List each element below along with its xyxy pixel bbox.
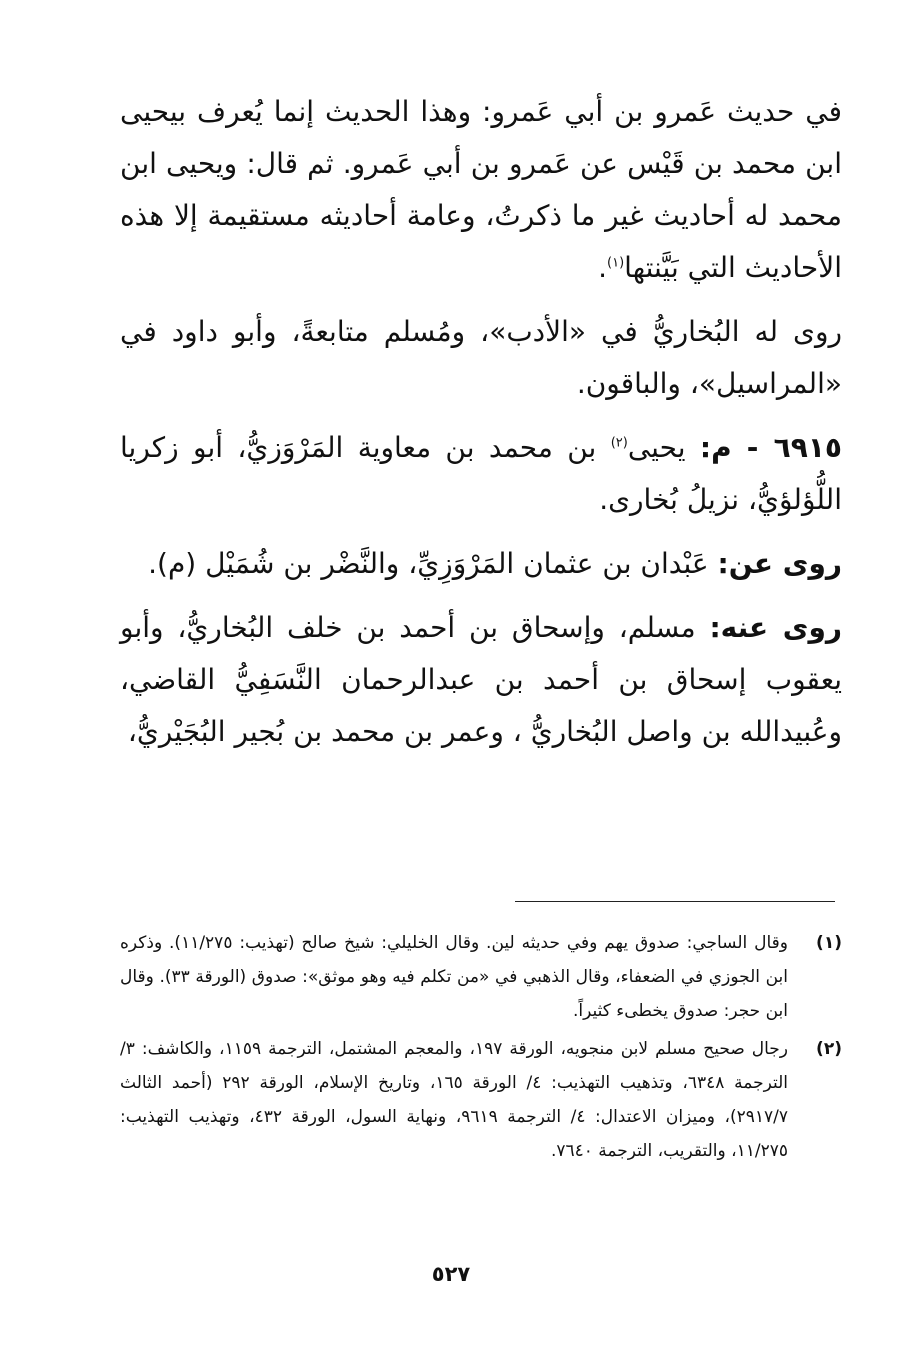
footnote-2 xyxy=(120,1032,842,1168)
footnote-1-number: (١) xyxy=(816,933,842,953)
footnote-1-text: وقال الساجي: صدوق يهم وفي حديثه لين. وقال الخليلي: شيخ صالح (تهذيب: ١١/٢٧٥). وذكره ابن الجوزي في الضعفاء، وقال الذهبي في «من تكلم فيه وهو موثق»: صدوق (الورقة ٣٣). وقال ابن حجر: صدوق يخطىء كثيراً. xyxy=(120,933,788,1021)
entry-name: يحيى xyxy=(627,431,700,464)
entry-number: ٦٩١٥ - م: xyxy=(699,431,842,464)
footnote-2-text: رجال صحيح مسلم لابن منجويه، الورقة ١٩٧، والمعجم المشتمل، الترجمة ١١٥٩، والكاشف: ٣/ الترجمة ٦٣٤٨، وتذهيب التهذيب: ٤/ الورقة ١٦٥، وتاريخ الإسلام، الورقة ٢٩٢ (أحمد الثالث ٢٩١٧/٧)، وميزان الاعتدال: ٤/ الترجمة ٩٦١٩، ونهاية السول، الورقة ٤٣٢، وتهذيب التهذيب: ١١/٢٧٥، والتقريب، الترجمة ٧٦٤٠. xyxy=(120,1039,789,1161)
page-number: ٥٢٧ xyxy=(431,1262,471,1286)
paragraph-1-text: في حديث عَمرو بن أبي عَمرو: وهذا الحديث إنما يُعرف بيحيى ابن محمد بن قَيْس عن عَمرو بن أبي عَمرو. ثم قال: ويحيى ابن محمد له أحاديث غير ما ذكرتُ، وعامة أحاديثه مستقيمة إلا هذه الأحاديث التي بَيَّنتها xyxy=(120,95,842,284)
narrated-by-him-label: روى عنه: xyxy=(709,611,842,644)
paragraph-narrated-by-text: روى له البُخاريُّ في «الأدب»، ومُسلم متابعةً، وأبو داود في «المراسيل»، والباقون. xyxy=(120,315,842,400)
narrated-from-label: روى عن: xyxy=(717,547,842,580)
footnote-ref-1: (١) xyxy=(607,255,625,271)
footnotes xyxy=(120,926,842,1172)
paragraph-narrated-by xyxy=(120,306,842,410)
entry-description: بن محمد بن معاوية المَرْوَزيُّ، أبو زكريا اللُّؤلؤيُّ، نزيلُ بُخارى. xyxy=(120,431,842,516)
footnote-1 xyxy=(120,926,842,1028)
narrated-from-text: عَبْدان بن عثمان المَرْوَزِيِّ، والنَّضْر بن شُمَيْل (م). xyxy=(148,547,718,580)
narrated-by-him-paragraph xyxy=(120,602,842,758)
footnote-ref-2: (٢) xyxy=(610,435,628,451)
paragraph-1 xyxy=(120,86,842,294)
narrated-by-him-text: مسلم، وإسحاق بن أحمد بن خلف البُخاريُّ، وأبو يعقوب إسحاق بن أحمد بن عبدالرحمان النَّسَفِيُّ القاضي، وعُبيدالله بن واصل البُخاريُّ ، وعمر بن محمد بن بُجير البُجَيْريُّ، xyxy=(120,611,842,748)
paragraph-1-end: . xyxy=(598,251,608,284)
footnote-divider xyxy=(515,901,835,902)
main-text xyxy=(120,86,842,770)
entry-heading xyxy=(120,422,842,526)
footnote-2-number: (٢) xyxy=(816,1039,842,1059)
narrated-from-paragraph xyxy=(120,538,842,590)
